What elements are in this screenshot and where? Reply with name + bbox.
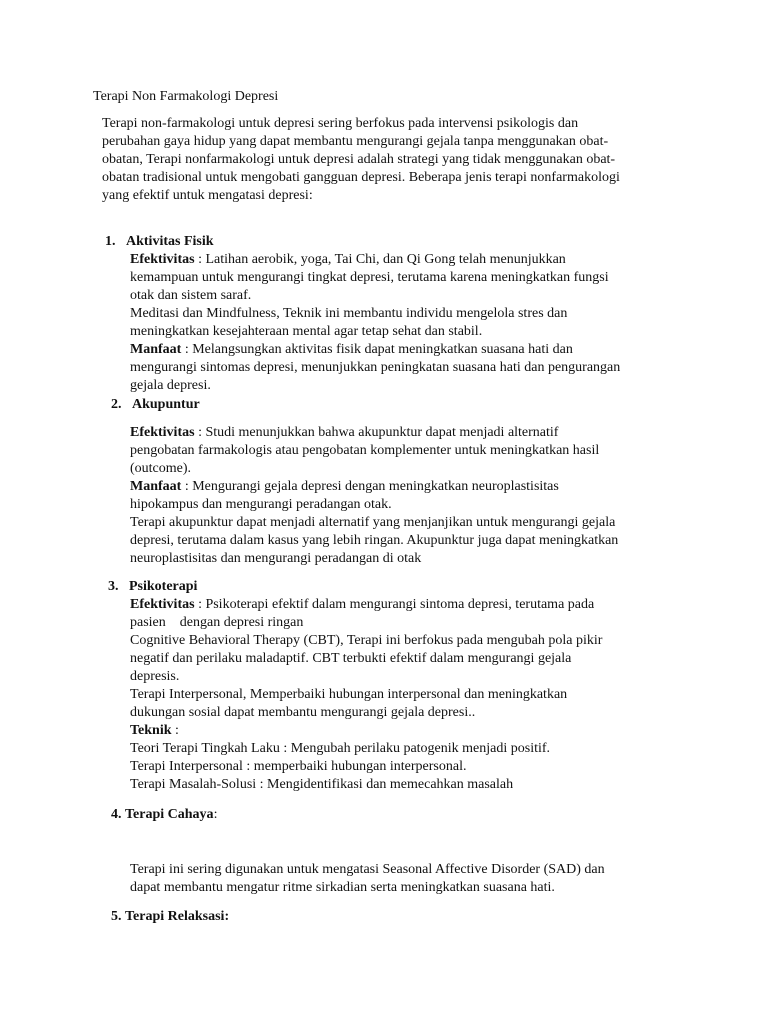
body-line: depresi, terutama dalam kasus yang lebih ringan. Akupunktur juga dapat meningkatkan — [130, 533, 619, 548]
section-heading: 1. Aktivitas Fisik — [105, 234, 214, 249]
body-line: Terapi Masalah-Solusi : Mengidentifikasi dan memecahkan masalah — [130, 777, 514, 792]
body-line: Teori Terapi Tingkah Laku : Mengubah perilaku patogenik menjadi positif. — [130, 741, 551, 756]
body-line: kemampuan untuk mengurangi tingkat depresi, terutama karena meningkatkan fungsi — [130, 270, 609, 285]
body-line: pasien dengan depresi ringan — [130, 615, 304, 630]
body-line: Meditasi dan Mindfulness, Teknik ini membantu individu mengelola stres dan — [130, 306, 568, 321]
section-heading-text: Psikoterapi — [129, 579, 198, 594]
body-line: Terapi ini sering digunakan untuk mengatasi Seasonal Affective Disorder (SAD) dan — [130, 862, 605, 877]
body-line: gejala depresi. — [130, 378, 211, 393]
body-line: otak dan sistem saraf. — [130, 288, 252, 303]
section-body — [130, 424, 618, 568]
body-line: Terapi akupunktur dapat menjadi alternatif yang menjanjikan untuk mengurangi gejala — [130, 515, 616, 530]
body-line: mengurangi sintomas depresi, menunjukkan peningkatan suasana hati dan pengurangan — [130, 360, 621, 375]
document-title: Terapi Non Farmakologi Depresi — [93, 89, 279, 104]
section-body — [130, 251, 620, 395]
body-line: Efektivitas : Studi menunjukkan bahwa akupunktur dapat menjadi alternatif — [130, 425, 559, 440]
body-line: (outcome). — [130, 461, 192, 476]
body-line: negatif dan perilaku maladaptif. CBT terbukti efektif dalam mengurangi gejala — [130, 651, 572, 666]
body-line: Efektivitas : Psikoterapi efektif dalam mengurangi sintoma depresi, terutama pada — [130, 597, 595, 612]
section-heading-text: Terapi Cahaya — [125, 807, 214, 822]
section-heading: 4. Terapi Cahaya: — [111, 807, 218, 822]
body-line: Cognitive Behavioral Therapy (CBT), Terapi ini berfokus pada mengubah pola pikir — [130, 633, 603, 648]
section-body — [130, 861, 605, 897]
intro-paragraph: Terapi non-farmakologi untuk depresi sering berfokus pada intervensi psikologis dan perubahan gaya hidup yang dapat membantu mengurangi gejala tanpa menggunakan obat- obatan, Terapi nonfarmakologi untuk depresi adalah strategi yang tidak menggunakan obat- obatan tradisional untuk mengobati gangguan depresi. Beberapa jenis terapi nonfarmakologi yang efektif untuk mengatasi depresi: — [102, 116, 620, 203]
body-line: Manfaat : Mengurangi gejala depresi dengan meningkatkan neuroplastisitas — [130, 479, 559, 494]
body-line: hipokampus dan mengurangi peradangan otak. — [130, 497, 392, 512]
section-heading-text: Akupuntur — [132, 397, 200, 412]
section-heading-text: Aktivitas Fisik — [126, 234, 214, 249]
section-heading-text: Terapi Relaksasi: — [125, 909, 230, 924]
body-line: Terapi Interpersonal, Memperbaiki hubungan interpersonal dan meningkatkan — [130, 687, 568, 702]
body-line: Efektivitas : Latihan aerobik, yoga, Tai Chi, dan Qi Gong telah menunjukkan — [130, 252, 566, 267]
section-heading: 3. Psikoterapi — [108, 579, 198, 594]
body-line: meningkatkan kesejahteraan mental agar tetap sehat dan stabil. — [130, 324, 483, 339]
section-body — [130, 596, 602, 794]
body-line: dukungan sosial dapat membantu mengurangi gejala depresi.. — [130, 705, 476, 720]
body-line: pengobatan farmakologis atau pengobatan komplementer untuk meningkatkan hasil — [130, 443, 600, 458]
section-heading: 2. Akupuntur — [111, 397, 200, 412]
body-line: dapat membantu mengatur ritme sirkadian serta meningkatkan suasana hati. — [130, 880, 555, 895]
section-heading: 5. Terapi Relaksasi: — [111, 909, 230, 924]
body-line: Teknik : — [130, 723, 179, 738]
body-line: Terapi Interpersonal : memperbaiki hubungan interpersonal. — [130, 759, 467, 774]
body-line: neuroplastisitas dan mengurangi peradangan di otak — [130, 551, 422, 566]
body-line: depresis. — [130, 669, 180, 684]
body-line: Manfaat : Melangsungkan aktivitas fisik dapat meningkatkan suasana hati dan — [130, 342, 573, 357]
